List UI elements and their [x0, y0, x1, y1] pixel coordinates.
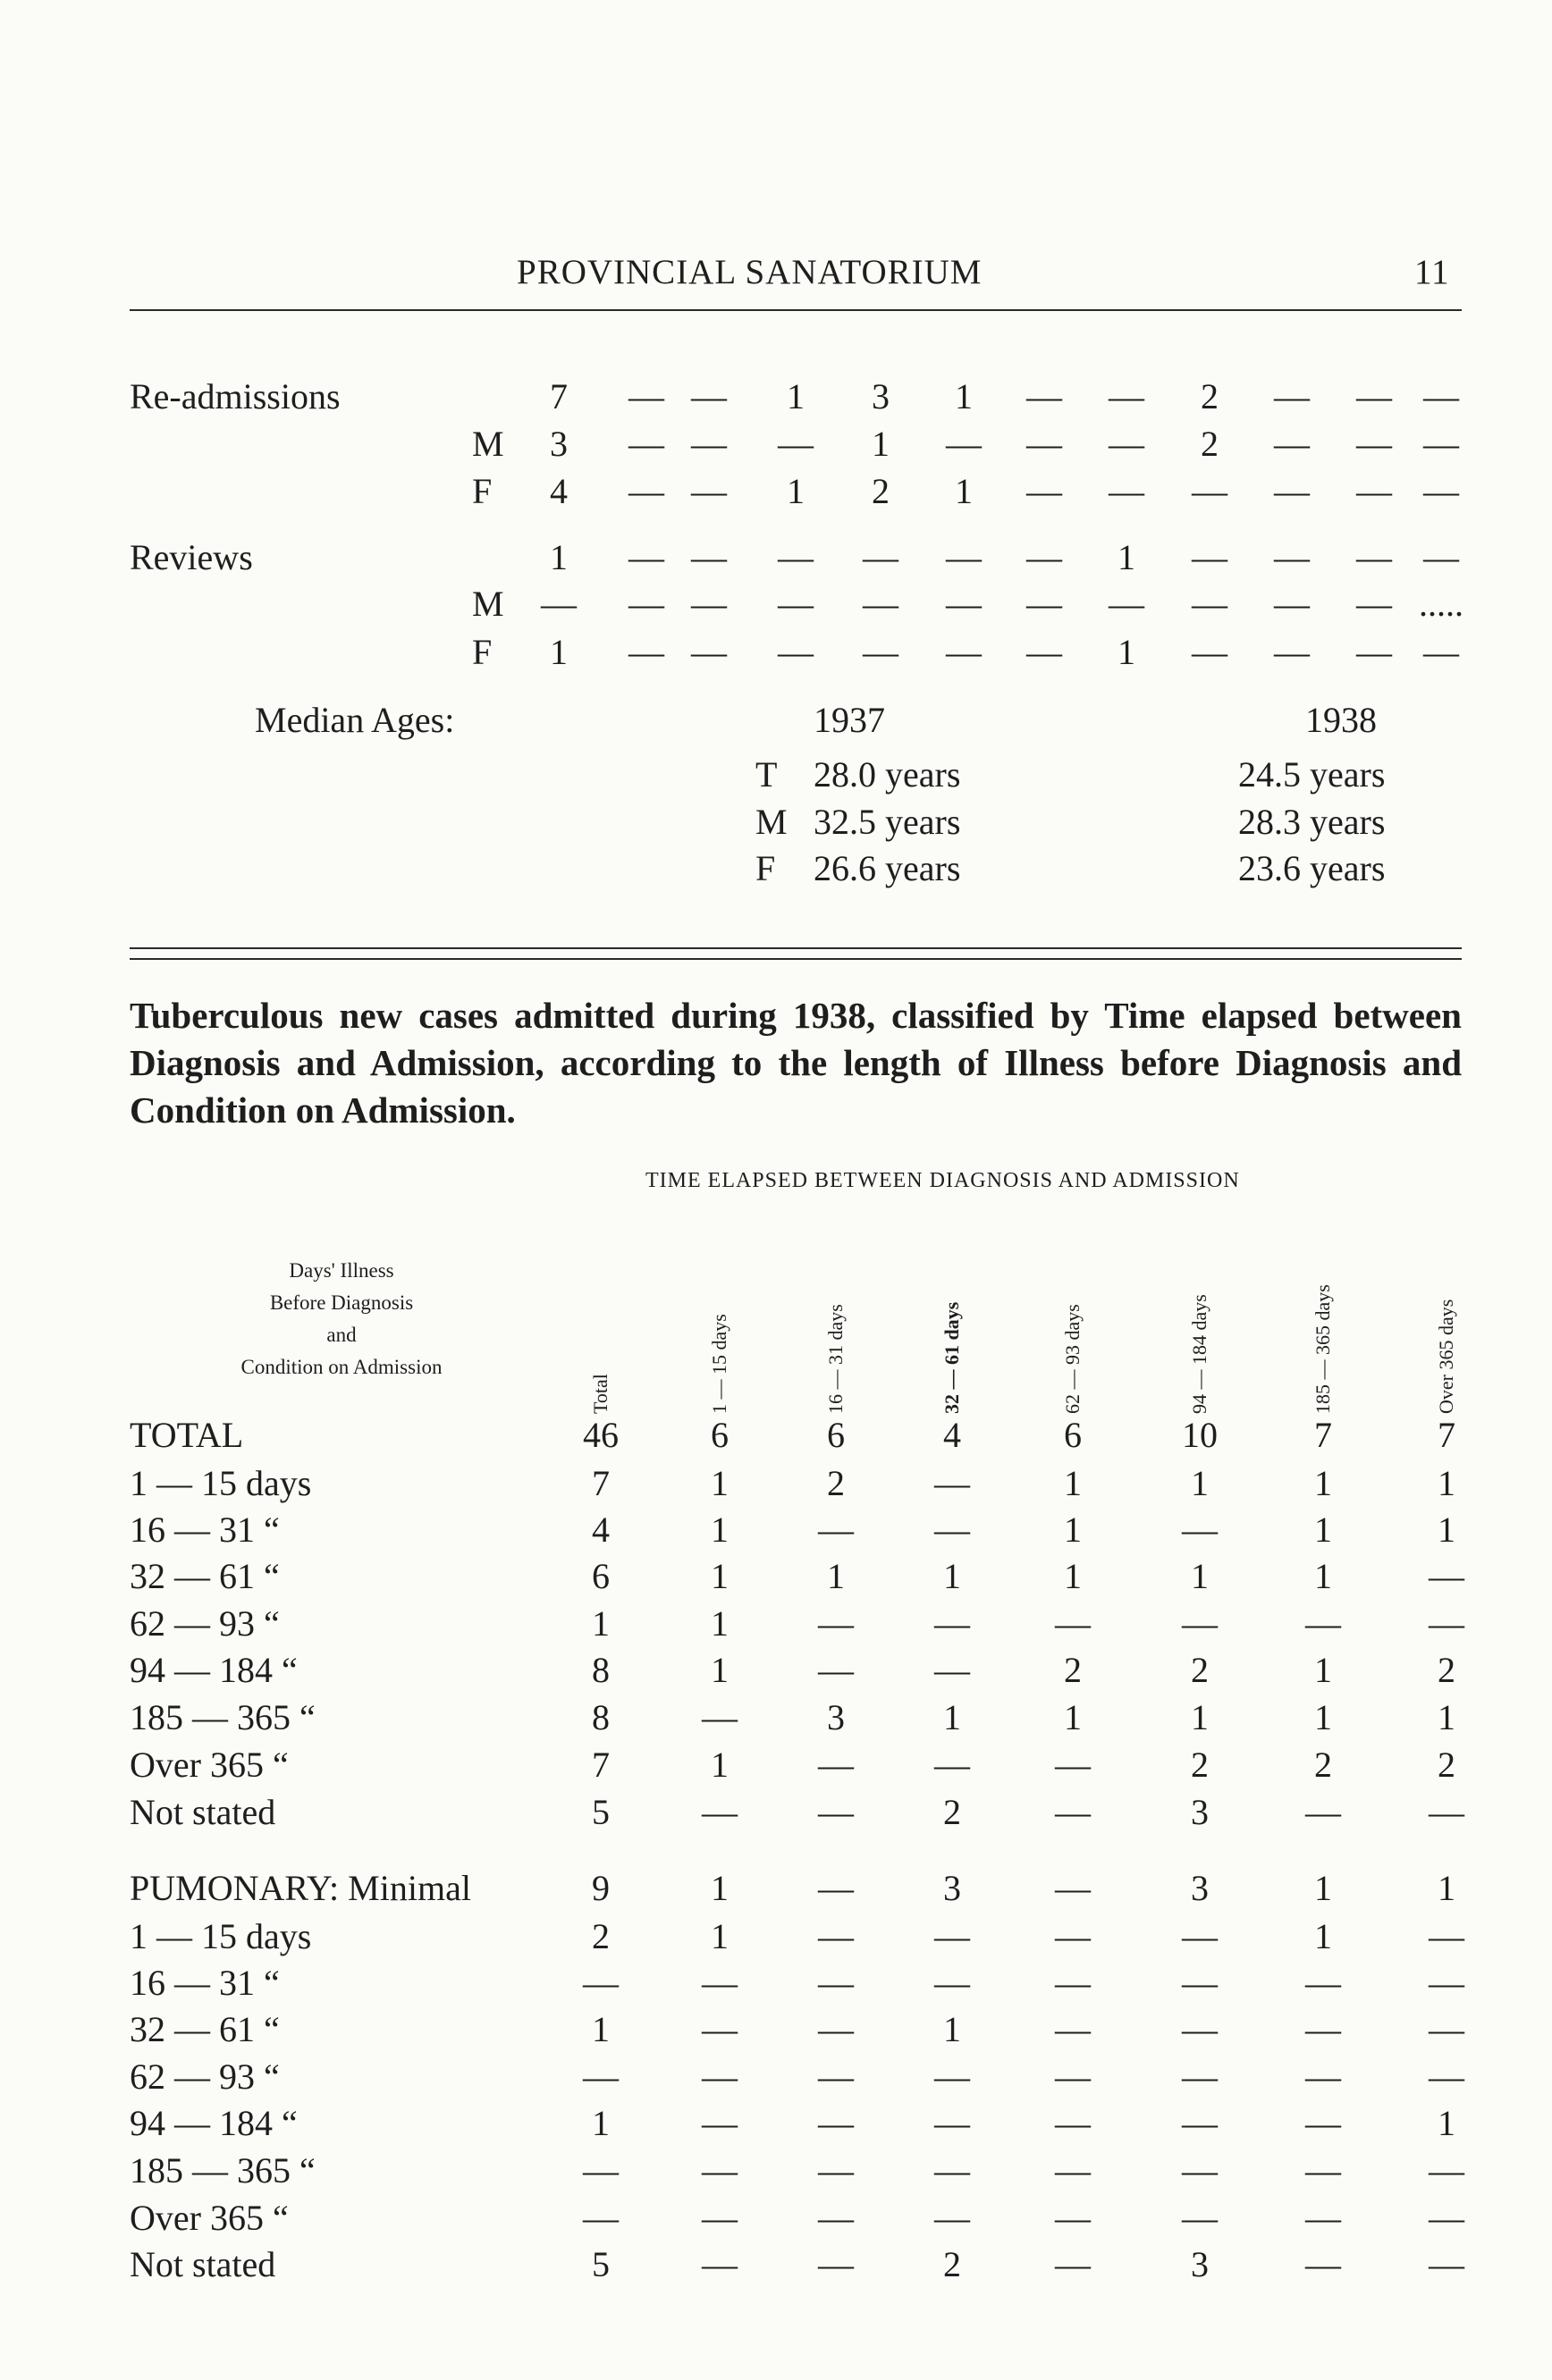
table-cell: — [1055, 2009, 1091, 2049]
table-cell: — [934, 1510, 970, 1550]
readmissions-cell: — [1026, 376, 1062, 416]
readmissions-cell: — [1356, 471, 1392, 511]
table-cell: 1 [592, 2009, 610, 2049]
table-cell: — [934, 1650, 970, 1690]
table-cell: — [1429, 2009, 1464, 2049]
table-cell: — [702, 2056, 738, 2097]
table-row-label: 16 — 31 “ [130, 1510, 280, 1550]
readmissions-label: Re-admissions [130, 376, 341, 416]
median-value-1938: 24.5 years [1238, 754, 1386, 795]
column-header: 94 — 184 days [1188, 1294, 1210, 1414]
readmissions-cell: — [1274, 424, 1310, 464]
column-header: 16 — 31 days [824, 1304, 847, 1414]
table-cell: 1 [1191, 1697, 1209, 1737]
reviews-cell: — [863, 584, 898, 624]
table-row-label: 94 — 184 “ [130, 2103, 298, 2143]
section-divider-bottom [130, 958, 1462, 960]
reviews-cell: — [1026, 632, 1062, 672]
table-cell: 3 [1191, 2244, 1209, 2284]
reviews-cell: — [691, 584, 727, 624]
table-row-label: 32 — 61 “ [130, 2009, 280, 2049]
table-cell: 2 [1064, 1650, 1082, 1690]
reviews-cell: — [778, 537, 814, 577]
table-cell: 2 [1438, 1745, 1455, 1785]
table-cell: 8 [592, 1650, 610, 1690]
reviews-cell: — [1356, 537, 1392, 577]
table-cell: — [934, 1963, 970, 2003]
table-cell: — [934, 1745, 970, 1785]
table-cell: 1 [711, 1650, 729, 1690]
column-header: 32 — 61 days [940, 1301, 963, 1414]
column-header: 62 — 93 days [1061, 1304, 1084, 1414]
table-cell: 1 [1064, 1463, 1082, 1503]
readmissions-sex: M [472, 424, 504, 464]
table-cell: 9 [592, 1868, 610, 1908]
table-cell: — [1055, 1792, 1091, 1832]
table-cell: — [1305, 2150, 1341, 2191]
table-cell: — [702, 1792, 738, 1832]
table-row-label: 32 — 61 “ [130, 1556, 280, 1596]
table-cell: 2 [943, 1792, 961, 1832]
table-cell: 1 [1438, 1697, 1455, 1737]
readmissions-cell: — [1423, 424, 1459, 464]
table-cell: 6 [1064, 1415, 1082, 1455]
table-cell: — [1429, 2244, 1464, 2284]
table-cell: — [702, 1697, 738, 1737]
table-cell: — [1305, 1963, 1341, 2003]
table-cell: — [1305, 2056, 1341, 2097]
table-cell: 7 [1314, 1415, 1332, 1455]
table-cell: 1 [1064, 1510, 1082, 1550]
table-cell: 1 [1314, 1650, 1332, 1690]
stub-header-line: Condition on Admission [240, 1356, 443, 1378]
table-cell: — [1429, 1792, 1464, 1832]
reviews-cell: — [1274, 632, 1310, 672]
table-cell: 46 [583, 1415, 619, 1455]
reviews-cell: — [1026, 537, 1062, 577]
column-header: 1 — 15 days [708, 1314, 730, 1414]
reviews-cell: — [946, 584, 982, 624]
readmissions-cell: — [628, 471, 664, 511]
table-cell: — [1055, 1868, 1091, 1908]
table-cell: — [1182, 2009, 1218, 2049]
readmissions-cell: 1 [872, 424, 890, 464]
reviews-cell: — [1356, 584, 1392, 624]
reviews-cell: — [1026, 584, 1062, 624]
table-row-label: 1 — 15 days [130, 1916, 312, 1956]
table-cell: — [702, 2244, 738, 2284]
readmissions-cell: — [691, 376, 727, 416]
table-cell: — [818, 1650, 854, 1690]
table-cell: — [818, 1963, 854, 2003]
table-cell: — [1055, 2150, 1091, 2191]
table-cell: 1 [1314, 1556, 1332, 1596]
table-cell: — [1429, 1916, 1464, 1956]
reviews-label: Reviews [130, 537, 253, 577]
reviews-cell: 1 [550, 537, 568, 577]
table-row-label: 1 — 15 days [130, 1463, 312, 1503]
readmissions-cell: — [1109, 376, 1144, 416]
reviews-cell: — [1192, 584, 1227, 624]
table-cell: — [1182, 2198, 1218, 2238]
table-cell: 2 [827, 1463, 845, 1503]
table-cell: 1 [1438, 1868, 1455, 1908]
reviews-cell: — [1423, 537, 1459, 577]
table-cell: — [702, 2103, 738, 2143]
table-cell: 1 [1064, 1697, 1082, 1737]
table-cell: 1 [1438, 1510, 1455, 1550]
table-cell: — [1182, 2056, 1218, 2097]
reviews-cell: — [863, 537, 898, 577]
table-cell: — [934, 1916, 970, 1956]
table-cell: — [702, 2150, 738, 2191]
page-title: PROVINCIAL SANATORIUM [517, 253, 983, 291]
page-number: 11 [1414, 253, 1450, 291]
readmissions-cell: 3 [872, 376, 890, 416]
table-cell: 1 [711, 1916, 729, 1956]
median-value-1937: 28.0 years [814, 754, 961, 795]
readmissions-cell: — [1274, 376, 1310, 416]
table-cell: — [1182, 1603, 1218, 1644]
column-header: Over 365 days [1435, 1299, 1457, 1414]
table-cell: 1 [943, 1556, 961, 1596]
readmissions-cell: — [1109, 424, 1144, 464]
median-year-1937: 1937 [814, 700, 885, 740]
readmissions-cell: 1 [787, 376, 805, 416]
table-cell: — [818, 2056, 854, 2097]
median-sex: M [755, 802, 788, 842]
table-cell: — [934, 2056, 970, 2097]
table-cell: — [934, 2103, 970, 2143]
reviews-cell: — [946, 537, 982, 577]
table-cell: 1 [711, 1603, 729, 1644]
table-cell: — [583, 2150, 619, 2191]
table-cell: — [1055, 1745, 1091, 1785]
table-cell: — [1429, 1603, 1464, 1644]
table-cell: 8 [592, 1697, 610, 1737]
readmissions-cell: — [1026, 424, 1062, 464]
header-rule [130, 309, 1462, 311]
table-cell: — [818, 1916, 854, 1956]
readmissions-cell: — [691, 471, 727, 511]
table-cell: — [1182, 1510, 1218, 1550]
table-cell: 1 [711, 1868, 729, 1908]
readmissions-cell: 2 [1201, 376, 1219, 416]
stub-header-line: and [326, 1324, 357, 1346]
table-cell: — [1055, 1963, 1091, 2003]
readmissions-cell: — [1192, 471, 1227, 511]
stub-header-line: Before Diagnosis [269, 1291, 414, 1314]
table-cell: — [934, 2150, 970, 2191]
table-section-title: TIME ELAPSED BETWEEN DIAGNOSIS AND ADMISSION [645, 1169, 1240, 1192]
table-cell: 2 [1191, 1745, 1209, 1785]
table-cell: — [1305, 2244, 1341, 2284]
median-sex: T [755, 754, 778, 795]
median-sex: F [755, 848, 776, 888]
readmissions-sex: F [472, 471, 493, 511]
table-cell: — [1055, 2244, 1091, 2284]
table-cell: 1 [943, 1697, 961, 1737]
reviews-cell: — [1109, 584, 1144, 624]
table-cell: — [1305, 2103, 1341, 2143]
readmissions-cell: 4 [550, 471, 568, 511]
reviews-cell: — [691, 537, 727, 577]
table-cell: — [1429, 1556, 1464, 1596]
table-cell: — [818, 1510, 854, 1550]
table-cell: 7 [592, 1463, 610, 1503]
table-cell: — [818, 1603, 854, 1644]
readmissions-cell: 2 [1201, 424, 1219, 464]
median-value-1938: 28.3 years [1238, 802, 1386, 842]
table-cell: — [1429, 2056, 1464, 2097]
table-cell: — [702, 2009, 738, 2049]
table-cell: 4 [592, 1510, 610, 1550]
table-row-label: Over 365 “ [130, 1745, 289, 1785]
table-cell: — [1182, 2150, 1218, 2191]
table-cell: 7 [592, 1745, 610, 1785]
reviews-cell: — [946, 632, 982, 672]
table-cell: 1 [1314, 1510, 1332, 1550]
table-cell: — [818, 1868, 854, 1908]
median-year-1938: 1938 [1305, 700, 1377, 740]
table-row-label: 62 — 93 “ [130, 1603, 280, 1644]
readmissions-cell: — [1026, 471, 1062, 511]
table-cell: — [818, 2009, 854, 2049]
readmissions-cell: 7 [550, 376, 568, 416]
table-cell: 10 [1182, 1415, 1218, 1455]
table-cell: — [1182, 2103, 1218, 2143]
table-cell: 1 [711, 1745, 729, 1785]
table-cell: 3 [827, 1697, 845, 1737]
table-cell: — [818, 1792, 854, 1832]
table-cell: 3 [943, 1868, 961, 1908]
table-cell: 1 [592, 2103, 610, 2143]
table-cell: — [583, 1963, 619, 2003]
median-value-1937: 26.6 years [814, 848, 961, 888]
table-cell: 1 [1314, 1868, 1332, 1908]
readmissions-cell: — [1423, 376, 1459, 416]
readmissions-cell: 1 [955, 376, 973, 416]
table-cell: — [702, 2198, 738, 2238]
reviews-cell: — [541, 584, 577, 624]
table-cell: 6 [711, 1415, 729, 1455]
table-cell: 1 [711, 1510, 729, 1550]
reviews-cell: — [628, 632, 664, 672]
table-cell: 2 [592, 1916, 610, 1956]
table-cell: 1 [1191, 1463, 1209, 1503]
table-row-label: 185 — 365 “ [130, 1697, 316, 1737]
readmissions-cell: — [1274, 471, 1310, 511]
readmissions-cell: — [628, 376, 664, 416]
table-cell: 1 [1314, 1916, 1332, 1956]
table-cell: — [934, 1603, 970, 1644]
table-row-label: 94 — 184 “ [130, 1650, 298, 1690]
table-cell: — [1055, 1916, 1091, 1956]
column-header: Total [589, 1374, 612, 1414]
median-value-1937: 32.5 years [814, 802, 961, 842]
table-cell: — [1305, 1792, 1341, 1832]
table-cell: — [1429, 2198, 1464, 2238]
table-cell: 1 [592, 1603, 610, 1644]
table-cell: — [583, 2198, 619, 2238]
table-row-label: PUMONARY: Minimal [130, 1868, 471, 1908]
table-cell: 4 [943, 1415, 961, 1455]
table-cell: — [1055, 2056, 1091, 2097]
table-cell: 1 [943, 2009, 961, 2049]
readmissions-cell: 1 [955, 471, 973, 511]
table-cell: 2 [1314, 1745, 1332, 1785]
table-cell: — [702, 1963, 738, 2003]
table-cell: — [1182, 1963, 1218, 2003]
table-cell: — [1429, 2150, 1464, 2191]
table-cell: — [1305, 2198, 1341, 2238]
table-cell: — [1182, 1916, 1218, 1956]
table-cell: 1 [1191, 1556, 1209, 1596]
table-cell: — [1055, 2198, 1091, 2238]
section-divider-top [130, 947, 1462, 949]
table-cell: — [818, 2103, 854, 2143]
table-cell: 1 [1438, 2103, 1455, 2143]
table-cell: 1 [711, 1463, 729, 1503]
table-cell: 3 [1191, 1792, 1209, 1832]
median-value-1938: 23.6 years [1238, 848, 1386, 888]
reviews-sex: M [472, 584, 504, 624]
table-cell: — [818, 2150, 854, 2191]
table-cell: 1 [1314, 1463, 1332, 1503]
readmissions-cell: — [778, 424, 814, 464]
readmissions-cell: — [1356, 424, 1392, 464]
reviews-sex: F [472, 632, 493, 672]
reviews-cell: — [778, 632, 814, 672]
reviews-cell: ..... [1419, 584, 1463, 624]
table-cell: 6 [827, 1415, 845, 1455]
table-cell: 7 [1438, 1415, 1455, 1455]
readmissions-cell: 3 [550, 424, 568, 464]
table-cell: — [1429, 1963, 1464, 2003]
table-cell: — [934, 1463, 970, 1503]
table-row-label: Over 365 “ [130, 2198, 289, 2238]
table-cell: 2 [943, 2244, 961, 2284]
table-row-label: 62 — 93 “ [130, 2056, 280, 2097]
reviews-cell: — [1274, 584, 1310, 624]
table-row-label: Not stated [130, 1792, 276, 1832]
reviews-cell: — [628, 584, 664, 624]
reviews-cell: — [691, 632, 727, 672]
stub-header-line: Days' Illness [289, 1259, 394, 1282]
table-cell: — [818, 2198, 854, 2238]
readmissions-cell: — [1423, 471, 1459, 511]
readmissions-cell: — [946, 424, 982, 464]
reviews-cell: — [1192, 632, 1227, 672]
table-cell: 1 [1314, 1697, 1332, 1737]
readmissions-cell: — [691, 424, 727, 464]
reviews-cell: — [628, 537, 664, 577]
table-cell: — [818, 2244, 854, 2284]
table-cell: 5 [592, 1792, 610, 1832]
column-header: 185 — 365 days [1312, 1284, 1334, 1414]
reviews-cell: — [1356, 632, 1392, 672]
reviews-cell: 1 [550, 632, 568, 672]
readmissions-cell: — [628, 424, 664, 464]
readmissions-cell: 2 [872, 471, 890, 511]
reviews-cell: 1 [1118, 537, 1135, 577]
table-cell: — [1305, 1603, 1341, 1644]
readmissions-cell: 1 [787, 471, 805, 511]
reviews-cell: — [863, 632, 898, 672]
table-row-label: Not stated [130, 2244, 276, 2284]
median-ages-label: Median Ages: [255, 700, 455, 740]
table-cell: 3 [1191, 1868, 1209, 1908]
table-cell: 1 [827, 1556, 845, 1596]
table-caption: Tuberculous new cases admitted during 1938, classified by Time elapsed between Diagnosis and Admission, according to the length of Illness before Diagnosis and Condition on Admission. [130, 995, 1462, 1131]
table-cell: 2 [1191, 1650, 1209, 1690]
reviews-cell: 1 [1118, 632, 1135, 672]
table-row-label: 185 — 365 “ [130, 2150, 316, 2191]
table-cell: — [1055, 2103, 1091, 2143]
table-cell: 1 [1438, 1463, 1455, 1503]
reviews-cell: — [1423, 632, 1459, 672]
table-row-label: TOTAL [130, 1415, 244, 1455]
table-cell: — [583, 2056, 619, 2097]
table-cell: 1 [1064, 1556, 1082, 1596]
table-cell: — [818, 1745, 854, 1785]
table-cell: 6 [592, 1556, 610, 1596]
reviews-cell: — [778, 584, 814, 624]
table-cell: 1 [711, 1556, 729, 1596]
table-cell: — [1055, 1603, 1091, 1644]
table-row-label: 16 — 31 “ [130, 1963, 280, 2003]
table-cell: 5 [592, 2244, 610, 2284]
table-cell: — [934, 2198, 970, 2238]
table-cell: — [1305, 2009, 1341, 2049]
readmissions-cell: — [1109, 471, 1144, 511]
readmissions-cell: — [1356, 376, 1392, 416]
reviews-cell: — [1192, 537, 1227, 577]
table-cell: 2 [1438, 1650, 1455, 1690]
reviews-cell: — [1274, 537, 1310, 577]
